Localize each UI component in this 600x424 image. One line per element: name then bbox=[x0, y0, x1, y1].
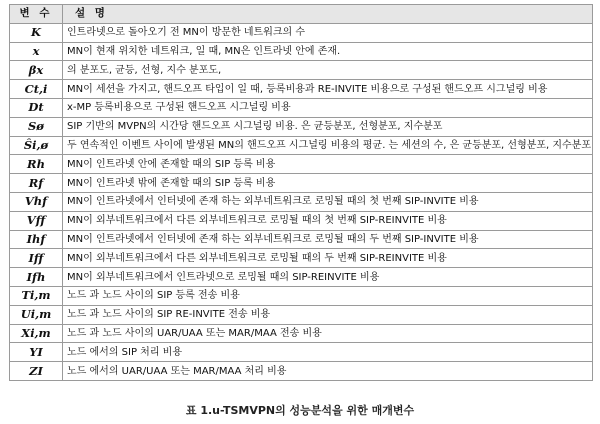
table-row bbox=[10, 174, 593, 193]
variable-symbol: YI bbox=[10, 343, 63, 362]
table-row bbox=[10, 192, 593, 211]
variable-symbol: Vff bbox=[10, 211, 63, 230]
variable-symbol: βx bbox=[10, 61, 63, 80]
variable-symbol: Iff bbox=[10, 249, 63, 268]
table-caption: 표 1.u-TSMVPN의 성능분석을 위한 매개변수 bbox=[185, 404, 415, 417]
variable-symbol: K bbox=[10, 23, 63, 42]
variable-description: 의 분포도, 균등, 선형, 지수 분포도, bbox=[63, 61, 593, 80]
variable-symbol: Ihf bbox=[10, 230, 63, 249]
variable-symbol: Sø bbox=[10, 117, 63, 136]
table-row bbox=[10, 136, 593, 155]
variable-symbol: Ŝi,ø bbox=[10, 136, 63, 155]
table-header-row bbox=[10, 5, 593, 24]
table-body bbox=[10, 23, 593, 380]
table-header bbox=[10, 5, 593, 24]
variable-symbol: Ui,m bbox=[10, 305, 63, 324]
variable-description: MN이 인트라넷에서 인터넷에 존재 하는 외부네트워크로 로밍될 때의 첫 번째 SIP-INVITE 비용 bbox=[63, 192, 593, 211]
table-row bbox=[10, 230, 593, 249]
variable-symbol: x bbox=[10, 42, 63, 61]
parameter-table bbox=[9, 4, 593, 381]
variable-description: MN이 외부네트워크에서 인트라넷으로 로밍될 때의 SIP-REINVITE 비용 bbox=[63, 268, 593, 287]
table-row bbox=[10, 286, 593, 305]
variable-description: x-MP 등록비용으로 구성된 핸드오프 시그널링 비용 bbox=[63, 98, 593, 117]
variable-symbol: Rh bbox=[10, 155, 63, 174]
variable-description: 인트라넷으로 돌아오기 전 MN이 방문한 네트워크의 수 bbox=[63, 23, 593, 42]
table-row bbox=[10, 305, 593, 324]
variable-symbol: Dt bbox=[10, 98, 63, 117]
table-row bbox=[10, 155, 593, 174]
table-row bbox=[10, 268, 593, 287]
table-row bbox=[10, 23, 593, 42]
variable-description: MN이 외부네트워크에서 다른 외부네트워크로 로밍될 때의 두 번째 SIP-REINVITE 비용 bbox=[63, 249, 593, 268]
variable-symbol: Vhf bbox=[10, 192, 63, 211]
table-row bbox=[10, 343, 593, 362]
table-row bbox=[10, 61, 593, 80]
table-row bbox=[10, 362, 593, 381]
header-description: 설 명 bbox=[63, 5, 593, 24]
variable-description: 노드 과 노드 사이의 SIP RE-INVITE 전송 비용 bbox=[63, 305, 593, 324]
table-row bbox=[10, 324, 593, 343]
table-row bbox=[10, 98, 593, 117]
variable-description: MN이 세션을 가지고, 핸드오프 타입이 일 때, 등록비용과 RE-INVITE 비용으로 구성된 핸드오프 시그널링 비용 bbox=[63, 80, 593, 99]
variable-symbol: Xi,m bbox=[10, 324, 63, 343]
variable-description: SIP 기반의 MVPN의 시간당 핸드오프 시그널링 비용. 은 균등분포, 선형분포, 지수분포 bbox=[63, 117, 593, 136]
variable-description: MN이 현재 위치한 네트워크, 일 때, MN은 인트라넷 안에 존재. bbox=[63, 42, 593, 61]
variable-description: 노드 에서의 SIP 처리 비용 bbox=[63, 343, 593, 362]
variable-symbol: Ti,m bbox=[10, 286, 63, 305]
table-row bbox=[10, 211, 593, 230]
variable-description: MN이 인트라넷에서 인터넷에 존재 하는 외부네트워크로 로밍될 때의 두 번째 SIP-INVITE 비용 bbox=[63, 230, 593, 249]
variable-symbol: Rf bbox=[10, 174, 63, 193]
header-variable: 변 수 bbox=[10, 5, 63, 24]
variable-symbol: Ifh bbox=[10, 268, 63, 287]
variable-description: 노드 과 노드 사이의 SIP 등록 전송 비용 bbox=[63, 286, 593, 305]
table-row bbox=[10, 80, 593, 99]
table-row bbox=[10, 249, 593, 268]
variable-symbol: Ct,i bbox=[10, 80, 63, 99]
variable-description: MN이 인트라넷 밖에 존재할 때의 SIP 등록 비용 bbox=[63, 174, 593, 193]
table-row bbox=[10, 42, 593, 61]
variable-symbol: ZI bbox=[10, 362, 63, 381]
variable-description: 노드 과 노드 사이의 UAR/UAA 또는 MAR/MAA 전송 비용 bbox=[63, 324, 593, 343]
variable-description: MN이 인트라넷 안에 존재할 때의 SIP 등록 비용 bbox=[63, 155, 593, 174]
variable-description: MN이 외부네트워크에서 다른 외부네트워크로 로밍될 때의 첫 번째 SIP-REINVITE 비용 bbox=[63, 211, 593, 230]
variable-description: 노드 에서의 UAR/UAA 또는 MAR/MAA 처리 비용 bbox=[63, 362, 593, 381]
variable-description: 두 연속적인 이벤트 사이에 발생된 MN의 핸드오프 시그널링 비용의 평균. 는 세션의 수, 은 균등분포, 선형분포, 지수분포 bbox=[63, 136, 593, 155]
table-row bbox=[10, 117, 593, 136]
